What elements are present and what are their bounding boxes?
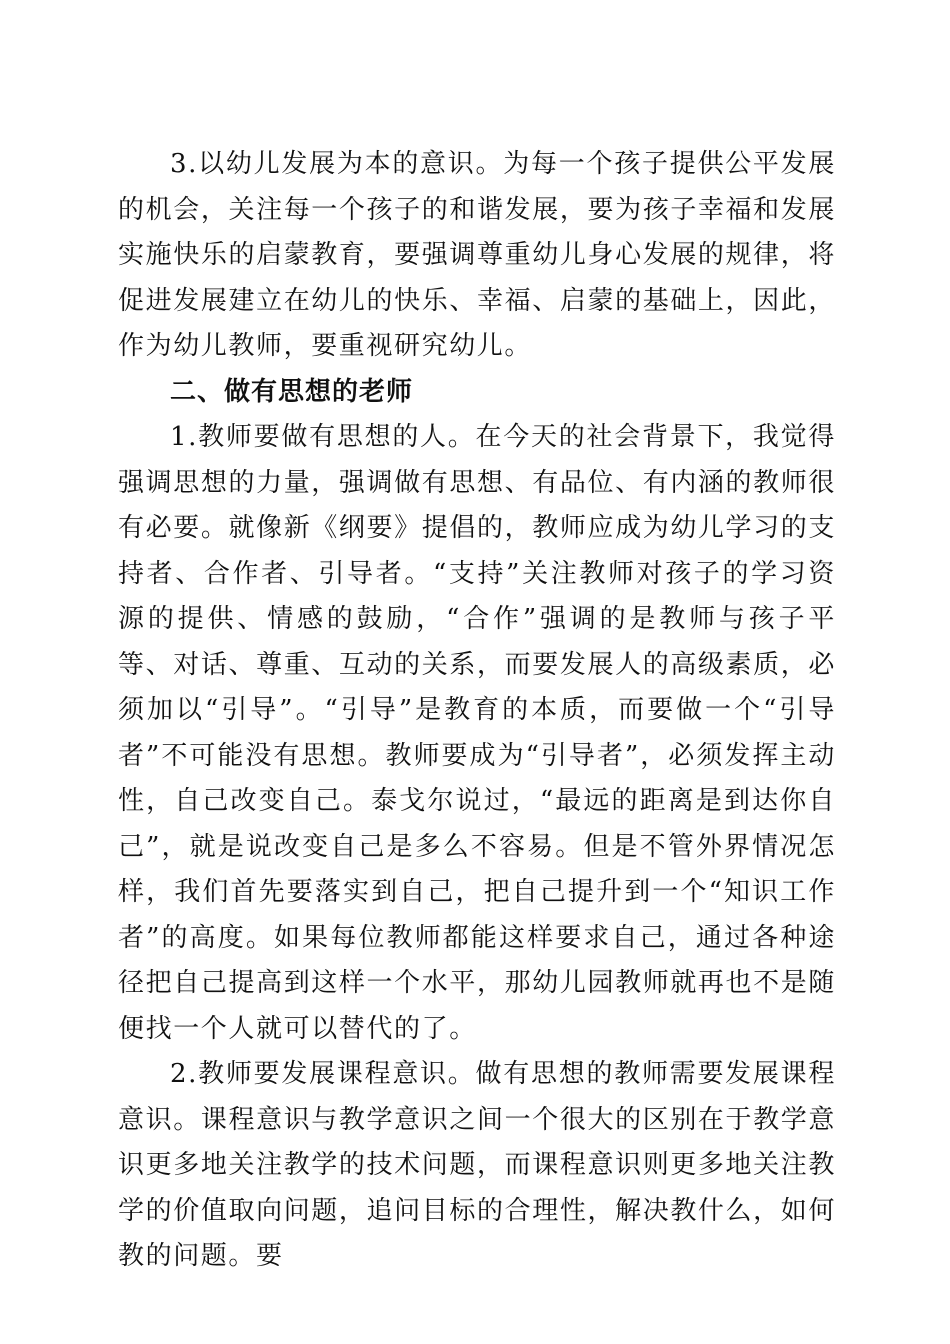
section-heading-thoughtful-teacher: 二、做有思想的老师 [170,376,414,407]
paragraph-teacher-should-think: 1.教师要做有思想的人。在今天的社会背景下，我觉得强调思想的力量，强调做有思想、有品位、有内涵的教师很有必要。就像新《纲要》提倡的，教师应成为幼儿学习的支持者、合作者、引导者。“支持”关注教师对孩子的学习资源的提供、情感的鼓励，“合作”强调的是教师与孩子平等、对话、尊重、互动的关系，而要发展人的高级素质，必须加以“引导”。“引导”是教育的本质，而要做一个“引导者”不可能没有思想。教师要成为“引导者”，必须发挥主动性，自己改变自己。泰戈尔说过，“最远的距离是到达你自己”，就是说改变自己是多么不容易。但是不管外界情况怎样，我们首先要落实到自己，把自己提升到一个“知识工作者”的高度。如果每位教师都能这样要求自己，通过各种途径把自己提高到这样一个水平，那幼儿园教师就再也不是随便找一个人就可以替代的了。 [118,422,836,1044]
paragraph-child-development-awareness: 3.以幼儿发展为本的意识。为每一个孩子提供公平发展的机会，关注每一个孩子的和谐发展，要为孩子幸福和发展实施快乐的启蒙教育，要强调尊重幼儿身心发展的规律，将促进发展建立在幼儿的快乐、幸福、启蒙的基础上，因此，作为幼儿教师，要重视研究幼儿。 [118,149,836,361]
paragraph-curriculum-awareness: 2.教师要发展课程意识。做有思想的教师需要发展课程意识。课程意识与教学意识之间一个很大的区别在于教学意识更多地关注教学的技术问题，而课程意识则更多地关注教学的价值取向问题，追问目标的合理性，解决教什么，如何教的问题。要 [118,1059,836,1271]
document-body [118,142,836,1280]
